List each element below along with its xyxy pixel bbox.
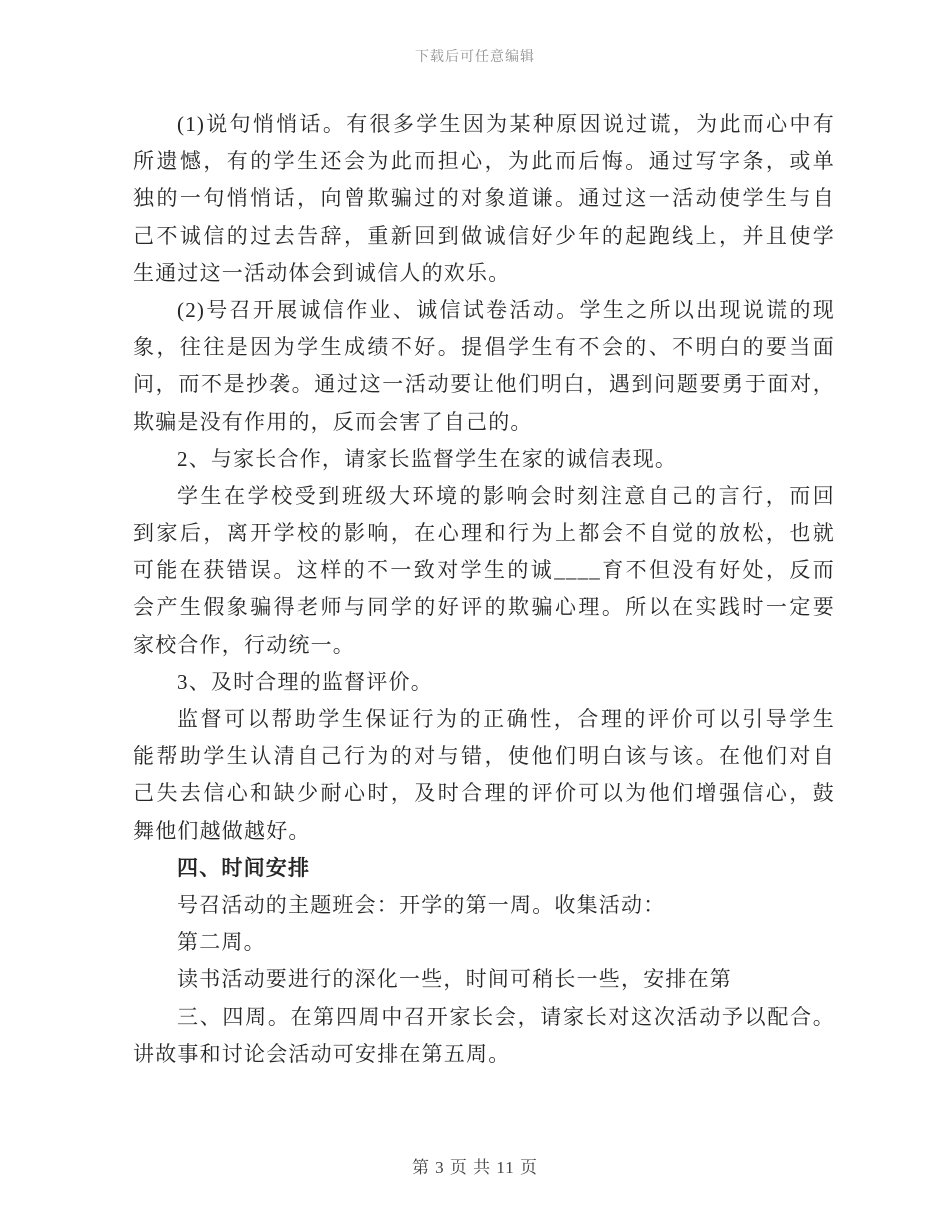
text-line: 独的一句悄悄话，向曾欺骗过的对象道谦。通过这一活动使学生与自: [133, 186, 835, 211]
text-line: 问，而不是抄袭。通过这一活动要让他们明白，遇到问题要勇于面对，: [133, 372, 835, 397]
page-number-footer: 第 3 页 共 11 页: [411, 1158, 539, 1177]
text-line: 己失去信心和缺少耐心时，及时合理的评价可以为他们增强信心，鼓: [133, 781, 835, 806]
text-line: 读书活动要进行的深化一些，时间可稍长一些，安排在第: [177, 967, 732, 992]
text-line: 会产生假象骗得老师与同学的好评的欺骗心理。所以在实践时一定要: [133, 595, 835, 620]
text-line: 到家后，离开学校的影响，在心理和行为上都会不自觉的放松，也就: [133, 521, 835, 546]
text-line: 监督可以帮助学生保证行为的正确性，合理的评价可以引导学生: [177, 707, 835, 731]
text-line: 生通过这一活动体会到诚信人的欢乐。: [133, 260, 511, 285]
section-heading: 四、时间安排: [177, 855, 311, 880]
text-line: 所遗憾，有的学生还会为此而担心，为此而后悔。通过写字条，或单: [133, 149, 835, 174]
document-body: [133, 106, 835, 1073]
text-line: (2)号召开展诚信作业、诚信试卷活动。学生之所以出现说谎的现: [177, 297, 835, 322]
text-line: 家校合作，行动统一。: [133, 632, 355, 657]
text-line: 第二周。: [177, 930, 266, 955]
text-line: 能帮助学生认清自己行为的对与错，使他们明白该与该。在他们对自: [133, 744, 835, 769]
text-line: 三、四周。在第四周中召开家长会，请家长对这次活动予以配合。: [177, 1004, 835, 1029]
text-line: 号召活动的主题班会：开学的第一周。收集活动：: [177, 892, 666, 917]
text-line: 欺骗是没有作用的，反而会害了自己的。: [133, 409, 533, 434]
text-line: 舞他们越做越好。: [133, 818, 311, 843]
text-line: 可能在获错误。这样的不一致对学生的诚____育不但没有好处，反而: [133, 558, 835, 583]
text-line: 3、及时合理的监督评价。: [177, 669, 433, 694]
text-line: 讲故事和讨论会活动可安排在第五周。: [133, 1041, 511, 1066]
text-line: 己不诚信的过去告辞，重新回到做诚信好少年的起跑线上，并且使学: [133, 223, 835, 248]
text-line: 象，往往是因为学生成绩不好。提倡学生有不会的、不明白的要当面: [133, 335, 835, 360]
text-line: 2、与家长合作，请家长监督学生在家的诚信表现。: [177, 446, 678, 471]
text-line: 学生在学校受到班级大环境的影响会时刻注意自己的言行，而回: [177, 483, 835, 508]
text-line: (1)说句悄悄话。有很多学生因为某种原因说过谎，为此而心中有: [177, 112, 835, 136]
page-header-note: 下载后可任意编辑: [415, 50, 535, 65]
